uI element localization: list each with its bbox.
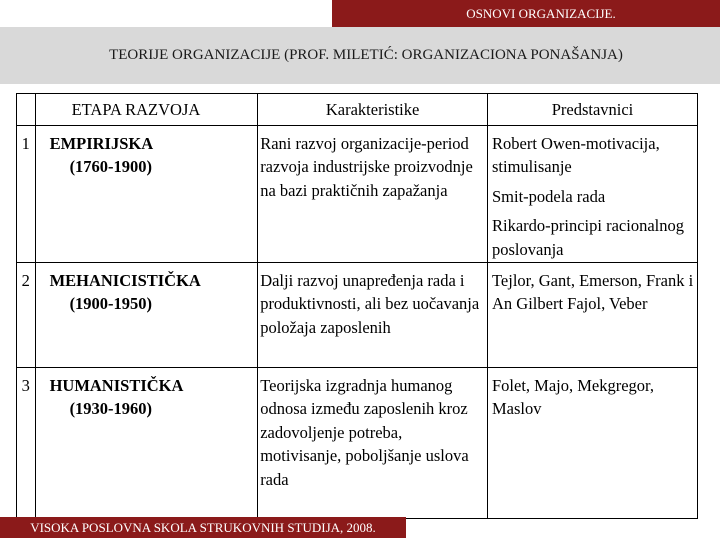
stage-title: HUMANISTIČKA (49, 376, 184, 395)
footer-institution-text: VISOKA POSLOVNA SKOLA STRUKOVNIH STUDIJA, 2008. (30, 519, 376, 535)
representative-item: Smit-podela rada (492, 186, 606, 206)
representatives-cell (488, 368, 698, 519)
header-num-cell (17, 94, 36, 126)
table-row (17, 368, 698, 519)
stage-cell (35, 263, 258, 368)
characteristics-cell: Rani razvoj organizacije-period razvoja industrijske proizvodnje na bazi praktičnih zapažanja (258, 126, 488, 263)
table-row (17, 263, 698, 368)
stage-cell (35, 368, 258, 519)
stage-title: MEHANICISTIČKA (49, 271, 201, 290)
row-number: 3 (17, 368, 36, 519)
slide-subtitle-text: TEORIJE ORGANIZACIJE (PROF. MILETIĆ: ORGANIZACIONA PONAŠANJA) (109, 47, 623, 63)
representative-item: Folet, Majo, Mekgregor, Maslov (492, 376, 655, 419)
header-representatives: Predstavnici (488, 94, 698, 126)
stage-cell (35, 126, 258, 263)
footer-institution (0, 517, 406, 538)
header-banner-text: OSNOVI ORGANIZACIJE. (466, 5, 616, 21)
stage-years: (1900-1950) (69, 294, 153, 314)
table-row (17, 126, 698, 263)
slide-subtitle (0, 27, 720, 84)
table-header-row (17, 94, 698, 126)
representatives-cell (488, 263, 698, 368)
stage-years: (1760-1900) (69, 157, 153, 177)
development-stages-table (16, 93, 698, 519)
representative-item: Rikardo-principi racionalnog poslovanja (492, 216, 684, 259)
representatives-cell (488, 126, 698, 263)
row-number: 1 (17, 126, 36, 263)
header-stage: ETAPA RAZVOJA (35, 94, 258, 126)
header-banner (332, 0, 720, 27)
stage-years: (1930-1960) (69, 399, 153, 419)
header-characteristics: Karakteristike (258, 94, 488, 126)
representative-item: Tejlor, Gant, Emerson, Frank i An Gilbert Fajol, Veber (492, 271, 694, 314)
characteristics-cell: Teorijska izgradnja humanog odnosa između zaposlenih kroz zadovoljenje potreba, motivisanje, poboljšanje uslova rada (258, 368, 488, 519)
stage-title: EMPIRIJSKA (49, 134, 154, 153)
row-number: 2 (17, 263, 36, 368)
representative-item: Robert Owen-motivacija, stimulisanje (492, 134, 660, 177)
characteristics-cell: Dalji razvoj unapređenja rada i produktivnosti, ali bez uočavanja položaja zaposlenih (258, 263, 488, 368)
